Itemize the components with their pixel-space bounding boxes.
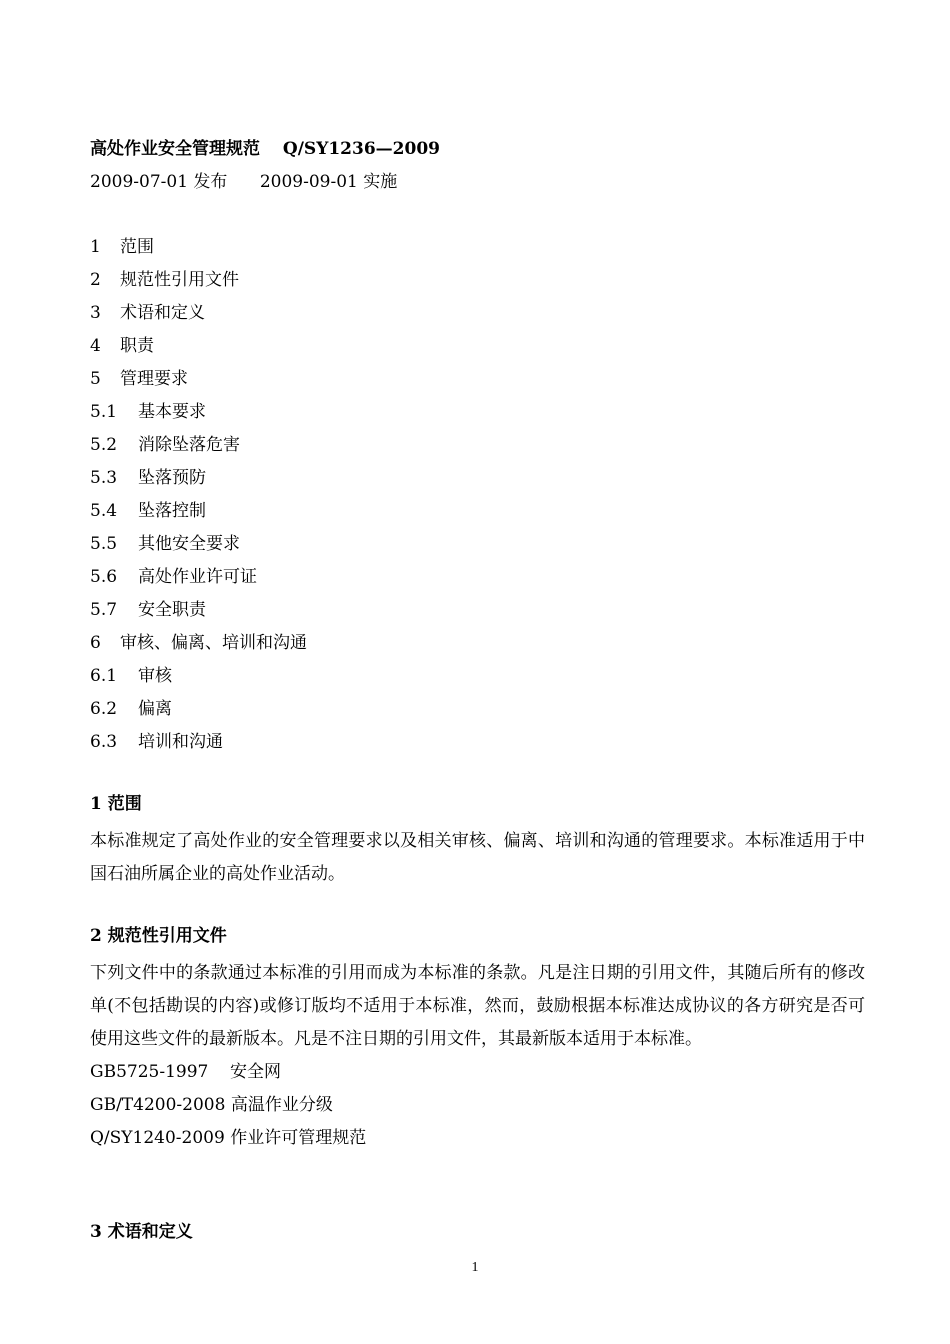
toc-item	[90, 499, 307, 532]
toc-label: 职责	[120, 336, 154, 356]
toc-number: 6.2	[90, 699, 118, 719]
toc-item	[90, 598, 307, 631]
toc-number: 5.6	[90, 567, 118, 587]
table-of-contents	[90, 235, 307, 763]
section-body: 下列文件中的条款通过本标准的引用而成为本标准的条款。凡是注日期的引用文件，其随后所有的修改单(不包括勘误的内容)或修订版均不适用于本标准，然而，鼓励根据本标准达成协议的各方研究是否可使用这些文件的最新版本。凡是不注日期的引用文件，其最新版本适用于本标准。	[90, 963, 865, 1049]
toc-item	[90, 367, 307, 400]
reference-item: GB5725-1997 安全网	[90, 1062, 281, 1082]
toc-number: 2	[90, 270, 101, 290]
toc-number: 5.4	[90, 501, 118, 521]
toc-number: 5.3	[90, 468, 118, 488]
toc-number: 5	[90, 369, 101, 389]
section-terms	[90, 1220, 865, 1253]
toc-number: 1	[90, 237, 101, 257]
toc-label: 术语和定义	[120, 303, 205, 323]
reference-item: Q/SY1240-2009 作业许可管理规范	[90, 1128, 367, 1148]
toc-item	[90, 433, 307, 466]
toc-number: 6	[90, 633, 101, 653]
document-title: 高处作业安全管理规范 Q/SY1236—2009	[90, 139, 440, 159]
toc-item	[90, 400, 307, 433]
section-heading: 2 规范性引用文件	[90, 926, 227, 946]
toc-label: 范围	[120, 237, 154, 257]
toc-label: 高处作业许可证	[138, 567, 257, 587]
toc-label: 审核、偏离、培训和沟通	[120, 633, 307, 653]
toc-label: 偏离	[138, 699, 172, 719]
toc-label: 规范性引用文件	[120, 270, 239, 290]
section-heading: 3 术语和定义	[90, 1222, 193, 1242]
toc-item	[90, 730, 307, 763]
section-body: 本标准规定了高处作业的安全管理要求以及相关审核、偏离、培训和沟通的管理要求。本标准适用于中国石油所属企业的高处作业活动。	[90, 831, 865, 884]
section-scope	[90, 792, 865, 891]
toc-item	[90, 466, 307, 499]
toc-item	[90, 301, 307, 334]
reference-item: GB/T4200-2008 高温作业分级	[90, 1095, 333, 1115]
toc-number: 5.1	[90, 402, 118, 422]
toc-label: 消除坠落危害	[138, 435, 240, 455]
section-heading: 1 范围	[90, 794, 142, 814]
toc-label: 审核	[138, 666, 172, 686]
toc-number: 3	[90, 303, 101, 323]
toc-item	[90, 664, 307, 697]
toc-label: 坠落控制	[138, 501, 206, 521]
section-references	[90, 924, 865, 1155]
toc-label: 坠落预防	[138, 468, 206, 488]
toc-number: 4	[90, 336, 101, 356]
toc-label: 基本要求	[138, 402, 206, 422]
toc-item	[90, 268, 307, 301]
toc-item	[90, 532, 307, 565]
toc-label: 安全职责	[138, 600, 206, 620]
toc-item	[90, 235, 307, 268]
page-number: 1	[471, 1260, 479, 1275]
toc-item	[90, 334, 307, 367]
toc-number: 5.5	[90, 534, 118, 554]
toc-label: 其他安全要求	[138, 534, 240, 554]
toc-number: 5.2	[90, 435, 118, 455]
toc-number: 6.3	[90, 732, 118, 752]
toc-number: 5.7	[90, 600, 118, 620]
toc-label: 培训和沟通	[138, 732, 223, 752]
toc-item	[90, 565, 307, 598]
reference-list	[90, 1056, 865, 1155]
toc-item	[90, 697, 307, 730]
toc-item	[90, 631, 307, 664]
toc-label: 管理要求	[120, 369, 188, 389]
publish-dates: 2009-07-01 发布 2009-09-01 实施	[90, 172, 398, 192]
toc-number: 6.1	[90, 666, 118, 686]
